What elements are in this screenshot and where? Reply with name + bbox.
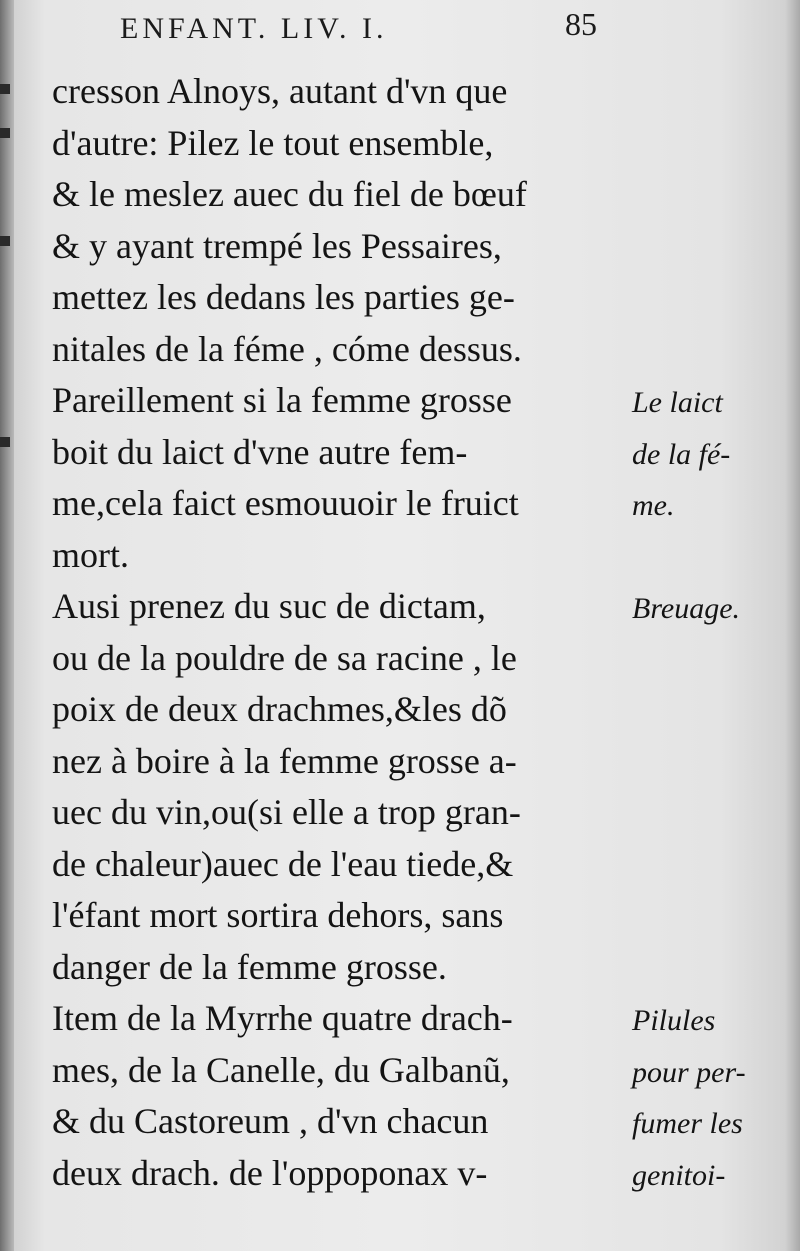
- gutter-mark: [0, 236, 10, 246]
- text-line: nez à boire à la femme grosse a-: [52, 740, 517, 781]
- text-line: l'éfant mort sortira dehors, sans: [52, 895, 504, 935]
- text-line: boit du laict d'vne autre fem-: [52, 431, 468, 472]
- text-line: d'autre: Pilez le tout ensemble,: [52, 122, 494, 163]
- gutter-mark: [0, 84, 10, 94]
- margin-note: [632, 995, 792, 1201]
- book-gutter: [0, 0, 14, 1251]
- margin-note-line: Breuage.: [632, 592, 741, 625]
- margin-note-line: pour per-: [632, 1055, 746, 1089]
- margin-note-line: fumer les: [632, 1107, 743, 1140]
- text-line: & du Castoreum , d'vn chacun: [52, 1101, 489, 1141]
- text-line: & y ayant trempé les Pessaires,: [52, 225, 502, 266]
- margin-note: [632, 583, 792, 635]
- text-line: nitales de la féme , cóme dessus.: [52, 328, 522, 369]
- margin-note-line: Pilules: [632, 1004, 716, 1037]
- text-line: poix de deux drachmes,&les dõ: [52, 689, 507, 729]
- margin-note-line: de la fé-: [632, 437, 731, 471]
- margin-note-line: Le laict: [632, 386, 723, 419]
- text-line: Pareillement si la femme grosse: [52, 380, 512, 420]
- page-number: 85: [565, 6, 597, 42]
- margin-note-line: me.: [632, 489, 675, 522]
- text-line: mettez les dedans les parties ge-: [52, 277, 515, 317]
- text-line: mes, de la Canelle, du Galbanũ,: [52, 1049, 510, 1090]
- gutter-mark: [0, 437, 10, 447]
- margin-note-line: genitoi-: [632, 1158, 726, 1192]
- main-text-block: [52, 66, 632, 1199]
- text-line: cresson Alnoys, autant d'vn que: [52, 71, 508, 111]
- text-line: & le meslez auec du fiel de bœuf: [52, 174, 527, 214]
- gutter-mark: [0, 128, 10, 138]
- text-line: uec du vin,ou(si elle a trop gran-: [52, 792, 521, 832]
- text-line: danger de la femme grosse.: [52, 946, 447, 987]
- text-line: ou de la pouldre de sa racine , le: [52, 637, 517, 678]
- text-line: deux drach. de l'oppoponax v-: [52, 1152, 488, 1193]
- text-line: me,cela faict esmouuoir le fruict: [52, 483, 519, 523]
- text-line: de chaleur)auec de l'eau tiede,&: [52, 843, 514, 884]
- text-line: Ausi prenez du suc de dictam,: [52, 586, 486, 626]
- text-line: Item de la Myrrhe quatre drach-: [52, 998, 513, 1038]
- running-title: ENFANT. LIV. I.: [120, 12, 388, 45]
- text-line: mort.: [52, 534, 129, 575]
- margin-note: [632, 377, 792, 532]
